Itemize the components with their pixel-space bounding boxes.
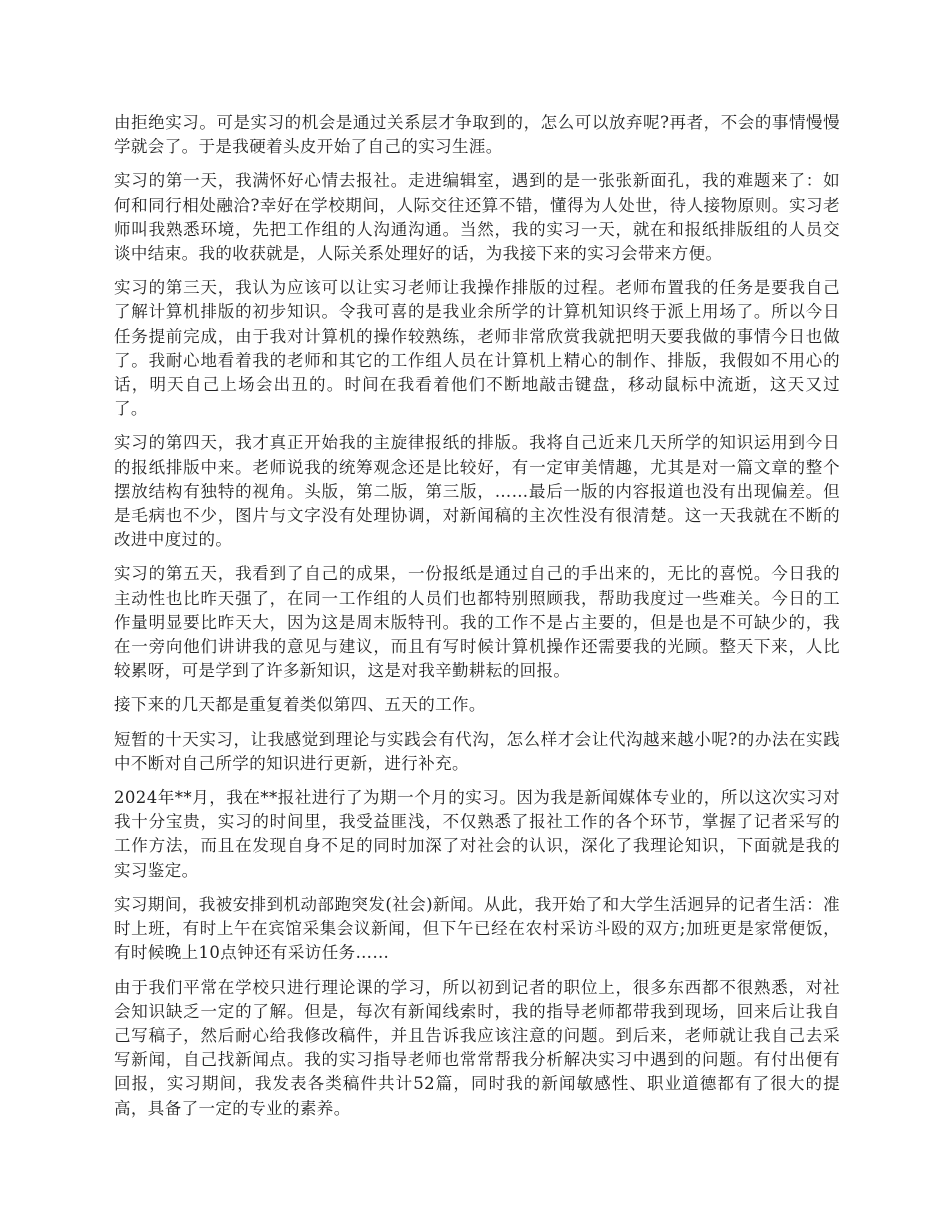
paragraph: 实习的第四天，我才真正开始我的主旋律报纸的排版。我将自己近来几天所学的知识运用到今日的报纸排版中来。老师说我的统筹观念还是比较好，有一定审美情趣，尤其是对一篇文章的整个摆放结构有独特的视角。头版，第二版，第三版，……最后一版的内容报道也没有出现偏差。但是毛病也不少，图片与文字没有处理协调，对新闻稿的主次性没有很清楚。这一天我就在不断的改进中度过的。 [114,433,840,550]
paragraph: 2024年**月，我在**报社进行了为期一个月的实习。因为我是新闻媒体专业的，所以这次实习对我十分宝贵，实习的时间里，我受益匪浅，不仅熟悉了报社工作的各个环节，掌握了记者采写的工作方法，而且在发现自身不足的同时加深了对社会的认识，深化了我理论知识，下面就是我的实习鉴定。 [114,788,840,880]
document-body [114,111,840,1131]
paragraph: 由拒绝实习。可是实习的机会是通过关系层才争取到的，怎么可以放弃呢?再者，不会的事情慢慢学就会了。于是我硬着头皮开始了自己的实习生涯。 [114,113,840,157]
paragraph: 实习的第三天，我认为应该可以让实习老师让我操作排版的过程。老师布置我的任务是要我自己了解计算机排版的初步知识。令我可喜的是我业余所学的计算机知识终于派上用场了。所以今日任务提前完成，由于我对计算机的操作较熟练，老师非常欣赏我就把明天要我做的事情今日也做了。我耐心地看着我的老师和其它的工作组人员在计算机上精心的制作、排版，我假如不用心的话，明天自己上场会出丑的。时间在我看着他们不断地敲击键盘，移动鼠标中流逝，这天又过了。 [114,278,840,419]
paragraph: 短暂的十天实习，让我感觉到理论与实践会有代沟，怎么样才会让代沟越来越小呢?的办法在实践中不断对自己所学的知识进行更新，进行补充。 [114,729,840,773]
paragraph: 实习的第一天，我满怀好心情去报社。走进编辑室，遇到的是一张张新面孔，我的难题来了：如何和同行相处融洽?幸好在学校期间，人际交往还算不错，懂得为人处世，待人接物原则。实习老师叫我熟悉环境，先把工作组的人沟通沟通。当然，我的实习一天，就在和报纸排版组的人员交谈中结束。我的收获就是，人际关系处理好的话，为我接下来的实习会带来方便。 [114,171,840,264]
paragraph: 实习的第五天，我看到了自己的成果，一份报纸是通过自己的手出来的，无比的喜悦。今日我的主动性也比昨天强了，在同一工作组的人员们也都特别照顾我，帮助我度过一些难关。今日的工作量明显要比昨天大，因为这是周末版特刊。我的工作不是占主要的，但是也是不可缺少的，我在一旁向他们讲讲我的意见与建议，而且有写时候计算机操作还需要我的光顾。整天下来，人比较累呀，可是学到了许多新知识，这是对我辛勤耕耘的回报。 [114,564,840,681]
paragraph: 实习期间，我被安排到机动部跑突发(社会)新闻。从此，我开始了和大学生活迥异的记者生活：准时上班，有时上午在宾馆采集会议新闻，但下午已经在农村采访斗殴的双方;加班更是家常便饭，有时候晚上10点钟还有采访任务…… [114,894,840,963]
paragraph: 由于我们平常在学校只进行理论课的学习，所以初到记者的职位上，很多东西都不很熟悉，对社会知识缺乏一定的了解。但是，每次有新闻线索时，我的指导老师都带我到现场，回来后让我自己写稿子，然后耐心给我修改稿件，并且告诉我应该注意的问题。到后来，老师就让我自己去采写新闻，自己找新闻点。我的实习指导老师也常常帮我分析解决实习中遇到的问题。有付出便有回报，实习期间，我发表各类稿件共计52篇，同时我的新闻敏感性、职业道德都有了很大的提高，具备了一定的专业的素养。 [114,977,840,1118]
paragraph: 接下来的几天都是重复着类似第四、五天的工作。 [114,695,486,715]
